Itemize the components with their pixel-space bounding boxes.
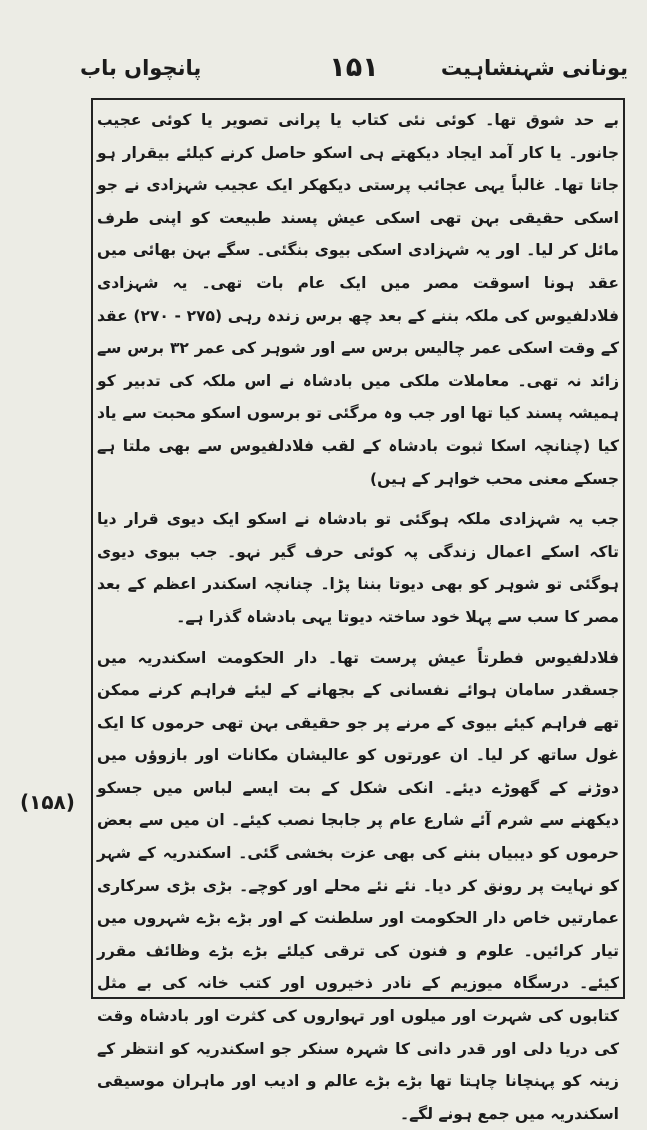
running-title: یونانی شہنشاہیت [441, 56, 628, 80]
chapter-label: پانچواں باب [80, 56, 201, 80]
body-text [97, 104, 619, 992]
page-number: ۱۵۱ [329, 52, 378, 83]
page-header [80, 52, 628, 92]
paragraph: جب یہ شہزادی ملکہ ہوگئی تو بادشاہ نے اسکو ایک دیوی قرار دیا تاکہ اسکے اعمال زندگی پہ کوئی حرف گیر نہو۔ جب بیوی دیوی ہوگئی تو شوہر کو بھی دیوتا بننا پڑا۔ چنانچہ اسکندر اعظم کے بعد مصر کا سب سے پہلا خود ساختہ دیوتا یہی بادشاہ گذرا ہے۔ [97, 503, 619, 633]
margin-page-reference: (۱۵۸) [20, 790, 75, 814]
paragraph: فلادلفیوس فطرتاً عیش پرست تھا۔ دار الحکومت اسکندریہ میں جسقدر سامان ہوائے نفسانی کے بجھانے کے لیئے فراہم کرنے ممکن تھے فراہم کیئے بیوی کے مرنے پر جو حقیقی بہن تھی حرموں کا ایک غول ساتھ کر لیا۔ ان عورتوں کو عالیشان مکانات اور بازوؤں میں دوڑنے کے گھوڑے دیئے۔ انکی شکل کے بت ایسے لباس میں جسکو دیکھنے سے شرم آئے شارع عام پر جابجا نصب کیئے۔ ان میں سے بعض حرموں کو دیبیاں بننے کی بھی عزت بخشی گئی۔ اسکندریہ کے شہر کو نہایت پر رونق کر دیا۔ نئے نئے محلے اور کوچے۔ بڑی بڑی سرکاری عمارتیں خاص دار الحکومت اور سلطنت کے اور بڑے بڑے شہروں میں تیار کرائیں۔ علوم و فنون کی ترقی کیلئے بڑے بڑے وظائف مقرر کیئے۔ درسگاہ میوزیم کے نادر ذخیروں اور کتب خانہ کی بے مثل کتابوں کی شہرت اور میلوں اور تہواروں کی کثرت اور بادشاہ وقت کی دریا دلی اور قدر دانی کا شہرہ سنکر جو اسکندریہ کو انتظر کے زینہ کو پہنچانا چاہتا تھا بڑے بڑے عالم و ادیب اور ماہران موسیقی اسکندریہ میں جمع ہونے لگے۔ [97, 642, 619, 1130]
paragraph: بے حد شوق تھا۔ کوئی نئی کتاب یا پرانی تصویر یا کوئی عجیب جانور۔ یا کار آمد ایجاد دیکھتے ہی اسکو حاصل کرنے کیلئے بیقرار ہو جاتا تھا۔ غالباً یہی عجائب پرستی دیکھکر ایک عجیب شہزادی نے جو اسکی حقیقی بہن تھی اسکی عیش پسند طبیعت کو اپنی طرف مائل کر لیا۔ اور یہ شہزادی اسکی بیوی بنگئی۔ سگے بہن بھائی میں عقد ہونا اسوقت مصر میں ایک عام بات تھی۔ یہ شہزادی فلادلفیوس کی ملکہ بننے کے بعد چھ برس زندہ رہی (۲۷۵ - ۲۷۰) عقد کے وقت اسکی عمر چالیس برس سے اور شوہر کی عمر ۳۲ برس سے زائد نہ تھی۔ معاملات ملکی میں بادشاہ نے اس ملکہ کی تدبیر کو ہمیشہ پسند کیا تھا اور جب وہ مرگئی تو برسوں اسکو محبت سے یاد کیا (چنانچہ اسکا ثبوت بادشاہ کے لقب فلادلفیوس سے بھی ملتا ہے جسکے معنی محب خواہر کے ہیں) [97, 104, 619, 495]
